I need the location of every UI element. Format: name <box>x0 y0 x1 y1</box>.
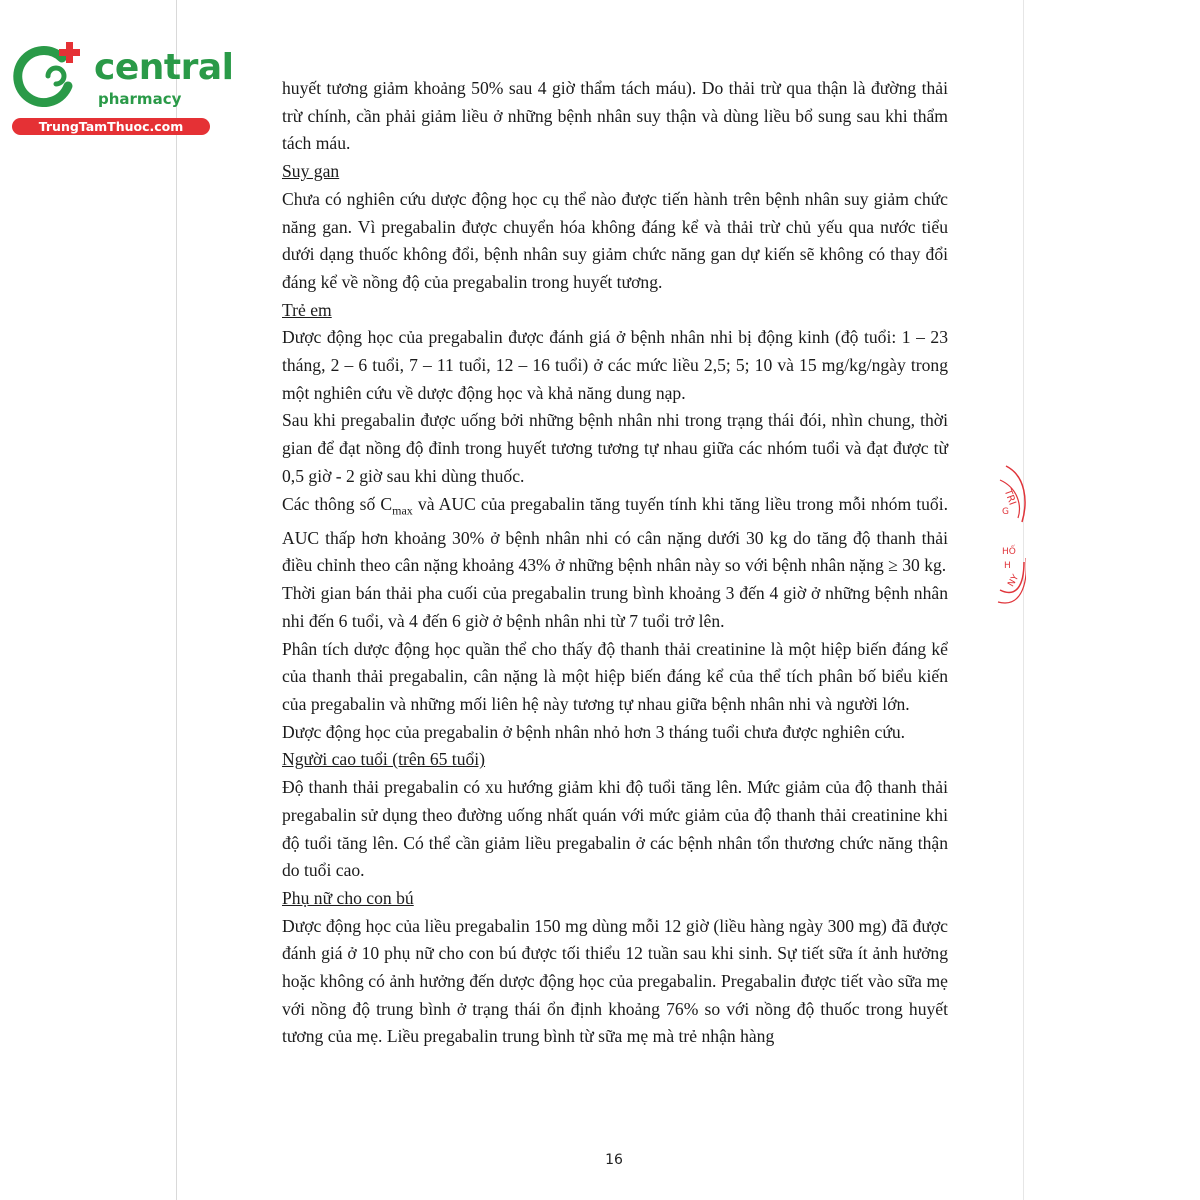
stamp-text-5: NY <box>1006 573 1022 589</box>
heading-breastfeeding: Phụ nữ cho con bú <box>282 887 414 908</box>
heading-pediatric: Trẻ em <box>282 299 332 320</box>
paragraph-pediatric-fasting: Sau khi pregabalin được uống bởi những bệnh nhân nhi trong trạng thái đói, nhìn chung, thời gian để đạt nồng độ đỉnh trong huyết tương tương tự nhau giữa các nhóm tuổi và đạt được từ 0,5 giờ - 2 giờ sau khi dùng thuốc. <box>282 410 948 486</box>
cmax-lead-text: Các thông số C <box>282 493 393 514</box>
brand-url-link[interactable]: TrungTamThuoc.com <box>12 118 210 135</box>
central-pharmacy-logo[interactable] <box>8 36 234 136</box>
paragraph-breastfeeding: Dược động học của liều pregabalin 150 mg dùng mỗi 12 giờ (liều hàng ngày 300 mg) đã được đánh giá ở 10 phụ nữ cho con bú được tối thiểu 12 tuần sau khi sinh. Sự tiết sữa ít ảnh hưởng hoặc không có ảnh hưởng đến dược động học của pregabalin. Pregabalin được tiết vào sữa mẹ với nồng độ trung bình ở trạng thái ổn định khoảng 76% so với nồng độ thuốc trong huyết tương của mẹ. Liều pregabalin trung bình từ sữa mẹ mà trẻ nhận hàng <box>282 915 948 1047</box>
heading-elderly: Người cao tuổi (trên 65 tuổi) <box>282 749 486 770</box>
brand-subtitle: pharmacy <box>98 90 182 108</box>
paragraph-elderly: Độ thanh thải pregabalin có xu hướng giảm khi độ tuổi tăng lên. Mức giảm của độ thanh thải pregabalin sử dụng theo đường uống nhất quán với mức giảm của độ thanh thải creatinine khi độ tuổi tăng lên. Có thể cần giảm liều pregabalin ở các bệnh nhân tổn thương chức năng thận do tuổi cao. <box>282 777 948 881</box>
stamp-text-1: TRI <box>1001 487 1018 507</box>
paragraph-pediatric-study: Dược động học của pregabalin được đánh giá ở bệnh nhân nhi bị động kinh (độ tuổi: 1 – 23 tháng, 2 – 6 tuổi, 7 – 11 tuổi, 12 – 16 tuổi) ở các mức liều 2,5; 5; 10 và 15 mg/kg/ngày trong một nghiên cứu về dược động học và khả năng dung nạp. <box>282 327 948 403</box>
scan-edge-left <box>176 0 177 1200</box>
paragraph-pediatric-cmax-auc <box>282 491 948 581</box>
document-body <box>282 75 948 1051</box>
stamp-text-3: HỐ <box>1002 547 1016 557</box>
cmax-subscript: max <box>392 503 413 518</box>
stamp-text-2: G <box>1002 507 1009 517</box>
cmax-rest-text: và AUC của pregabalin tăng tuyến tính khi tăng liều trong mỗi nhóm tuổi. AUC thấp hơn khoảng 30% ở bệnh nhân nhi có cân nặng dưới 30 kg do tăng độ thanh thải điều chỉnh theo cân nặng khoảng 43% ở những bệnh nhân này so với bệnh nhân nặng ≥ 30 kg. <box>282 493 948 576</box>
pharmacy-cross-logo-icon <box>10 36 86 112</box>
paragraph-renal-dialysis: huyết tương giảm khoảng 50% sau 4 giờ thẩm tách máu). Do thải trừ qua thận là đường thải trừ chính, cần phải giảm liều ở những bệnh nhân suy thận và dùng liều bổ sung sau khi thẩm tách máu. <box>282 78 948 154</box>
red-stamp-fragment <box>996 462 1026 612</box>
paragraph-population-pk: Phân tích dược động học quần thể cho thấy độ thanh thải creatinine là một hiệp biến đáng kể của thanh thải pregabalin, cân nặng là một hiệp biến đáng kể của thể tích phân bố biểu kiến của pregabalin và những mối liên hệ này tương tự nhau giữa bệnh nhân nhi và người lớn. <box>282 638 948 714</box>
heading-hepatic-impairment: Suy gan <box>282 161 340 182</box>
stamp-text-4: H <box>1004 561 1011 571</box>
paragraph-pediatric-half-life: Thời gian bán thải pha cuối của pregabalin trung bình khoảng 3 đến 4 giờ ở những bệnh nhân nhi đến 6 tuổi, và 4 đến 6 giờ ở bệnh nhân nhi từ 7 tuổi trở lên. <box>282 583 948 631</box>
brand-name: central <box>94 47 234 88</box>
paragraph-hepatic-impairment: Chưa có nghiên cứu dược động học cụ thể nào được tiến hành trên bệnh nhân suy giảm chức năng gan. Vì pregabalin được chuyển hóa không đáng kể và thải trừ chủ yếu qua nước tiểu dưới dạng thuốc không đổi, bệnh nhân suy giảm chức năng gan dự kiến sẽ không có thay đổi đáng kể về nồng độ của pregabalin trong huyết tương. <box>282 188 948 292</box>
page-number: 16 <box>605 1152 623 1168</box>
paragraph-under-3-months: Dược động học của pregabalin ở bệnh nhân nhỏ hơn 3 tháng tuổi chưa được nghiên cứu. <box>282 721 906 742</box>
